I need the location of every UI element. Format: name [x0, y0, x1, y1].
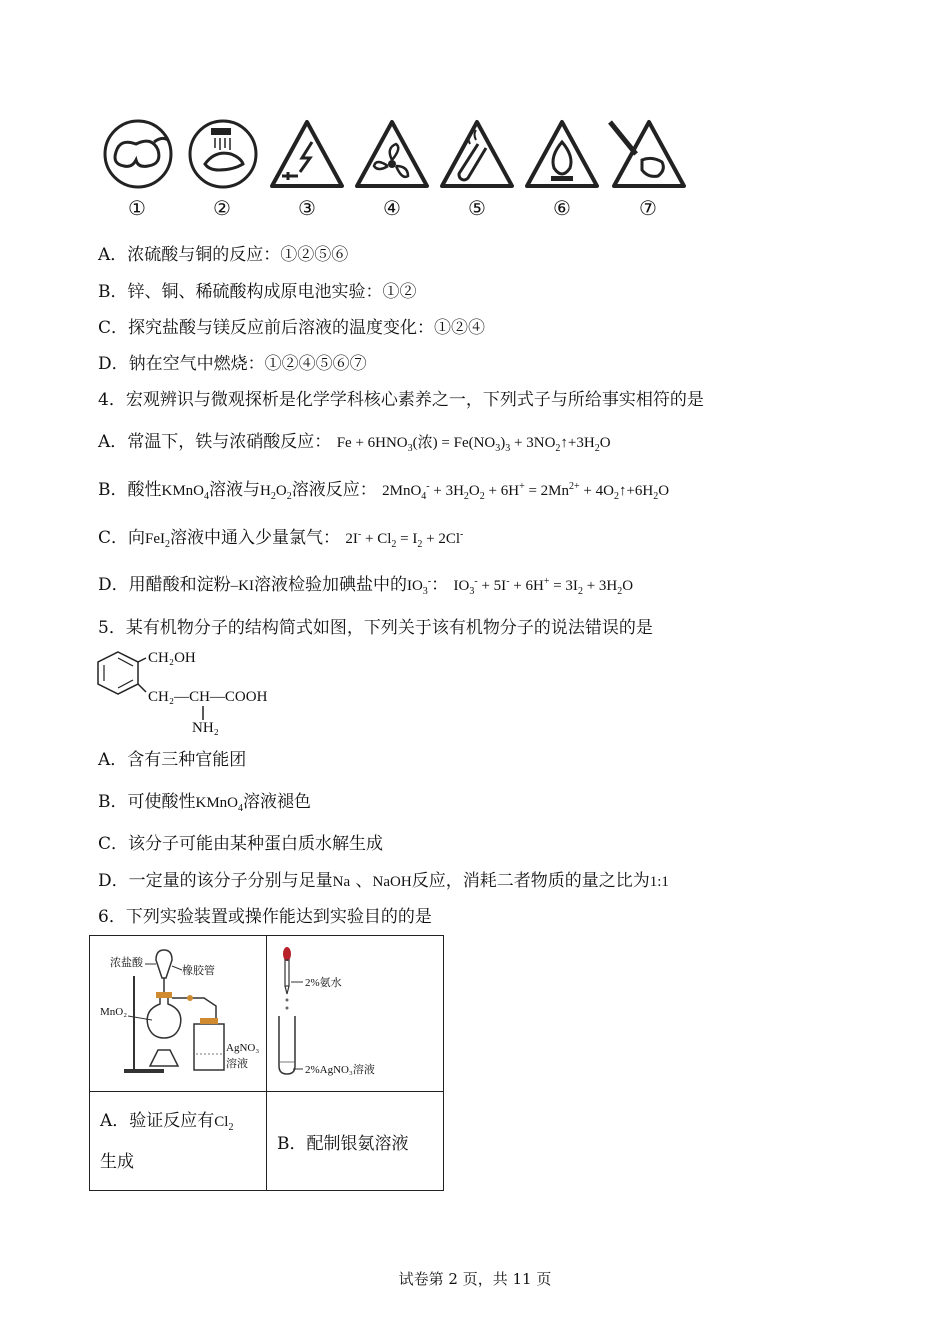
icon-label: ④	[383, 196, 401, 220]
icon-label: ②	[213, 196, 231, 220]
struct-chain: CH₂—CH—COOH	[148, 689, 268, 705]
icon-label: ⑤	[468, 196, 486, 220]
experiment-table	[89, 935, 444, 1191]
label-agno3: AgNO₃	[226, 1042, 260, 1054]
q5-stem: 5．某有机物分子的结构简式如图，下列关于该有机物分子的说法错误的是	[98, 618, 653, 638]
q4-option-b: B．酸性KMnO$_4$溶液与$H_2O_2$溶液反应： $2MnO_4^- + 3H_2O_2 + 6H^+ = 2Mn^{2+}$ + $4O_2↑+6H_2O$	[98, 480, 670, 502]
q3-option-c: C．探究盐酸与镁反应前后溶液的温度变化：①②④	[98, 318, 486, 338]
apparatus-b-cell	[267, 936, 444, 1092]
q5-option-c: C．该分子可能由某种蛋白质水解生成	[98, 834, 384, 854]
goggles-icon	[102, 118, 174, 190]
q3-option-d: D．钠在空气中燃烧：①②④⑤⑥⑦	[98, 354, 367, 374]
electricity-icon	[268, 118, 346, 190]
option-a-cell: A．验证反应有$Cl_2$ 生成	[90, 1092, 267, 1191]
safety-icons-row	[100, 118, 700, 228]
page-footer: 试卷第 2 页，共 11 页	[398, 1270, 552, 1288]
hand-wash-icon	[187, 118, 259, 190]
icon-label: ①	[128, 196, 146, 220]
icon-label: ⑥	[553, 196, 571, 220]
label-rubber-tube: 橡胶管	[182, 965, 215, 977]
icon-label: ⑦	[639, 196, 657, 220]
option-b-cell: B．配制银氨溶液	[267, 1092, 444, 1191]
q5-option-b: B．可使酸性KMnO$_4$溶液褪色	[98, 792, 312, 814]
flame-icon	[523, 118, 601, 190]
q4-stem: 4．宏观辨识与微观探析是化学学科核心素养之一，下列式子与所给事实相符的是	[98, 390, 704, 410]
struct-ch2oh: CH₂OH	[148, 650, 196, 666]
q4-option-c: C．向FeI$_2$溶液中通入少量氯气： $2I^- + Cl_2 = I_2 + 2Cl^-$	[98, 528, 464, 550]
icon-label: ③	[298, 196, 316, 220]
q4-option-d: D．用醋酸和淀粉–KI溶液检验加碘盐中的$IO_3^-$： $IO_3^- + 5I^- + 6H^+ = 3I_2 + 3H_2O$	[98, 575, 634, 597]
q5-option-a: A．含有三种官能团	[98, 750, 247, 770]
hot-tube-icon	[438, 118, 516, 190]
struct-nh2: NH₂	[192, 720, 219, 736]
q5-option-d: D．一定量的该分子分别与足量Na 、NaOH反应，消耗二者物质的量之比为1:1	[98, 871, 669, 891]
label-agno3-solution: 2%AgNO₃溶液	[305, 1064, 375, 1076]
label-conc-hcl: 浓盐酸	[110, 957, 143, 969]
label-solution: 溶液	[226, 1058, 248, 1070]
q3-option-b: B．锌、铜、稀硫酸构成原电池实验：①②	[98, 282, 417, 302]
apparatus-a-cell	[90, 936, 267, 1092]
ventilation-fan-icon	[353, 118, 431, 190]
q3-option-a: A．浓硫酸与铜的反应：①②⑤⑥	[98, 245, 349, 265]
label-ammonia: 2%氨水	[305, 977, 342, 989]
q4-option-a: A．常温下，铁与浓硝酸反应： $Fe + 6HNO_3$(浓) = $Fe(NO_3)_3$ + $3NO_2↑+3H_2O$	[98, 432, 611, 454]
sharp-object-icon	[606, 118, 688, 190]
q6-stem: 6．下列实验装置或操作能达到实验目的的是	[98, 907, 432, 927]
label-mno2: MnO₂	[100, 1006, 128, 1018]
